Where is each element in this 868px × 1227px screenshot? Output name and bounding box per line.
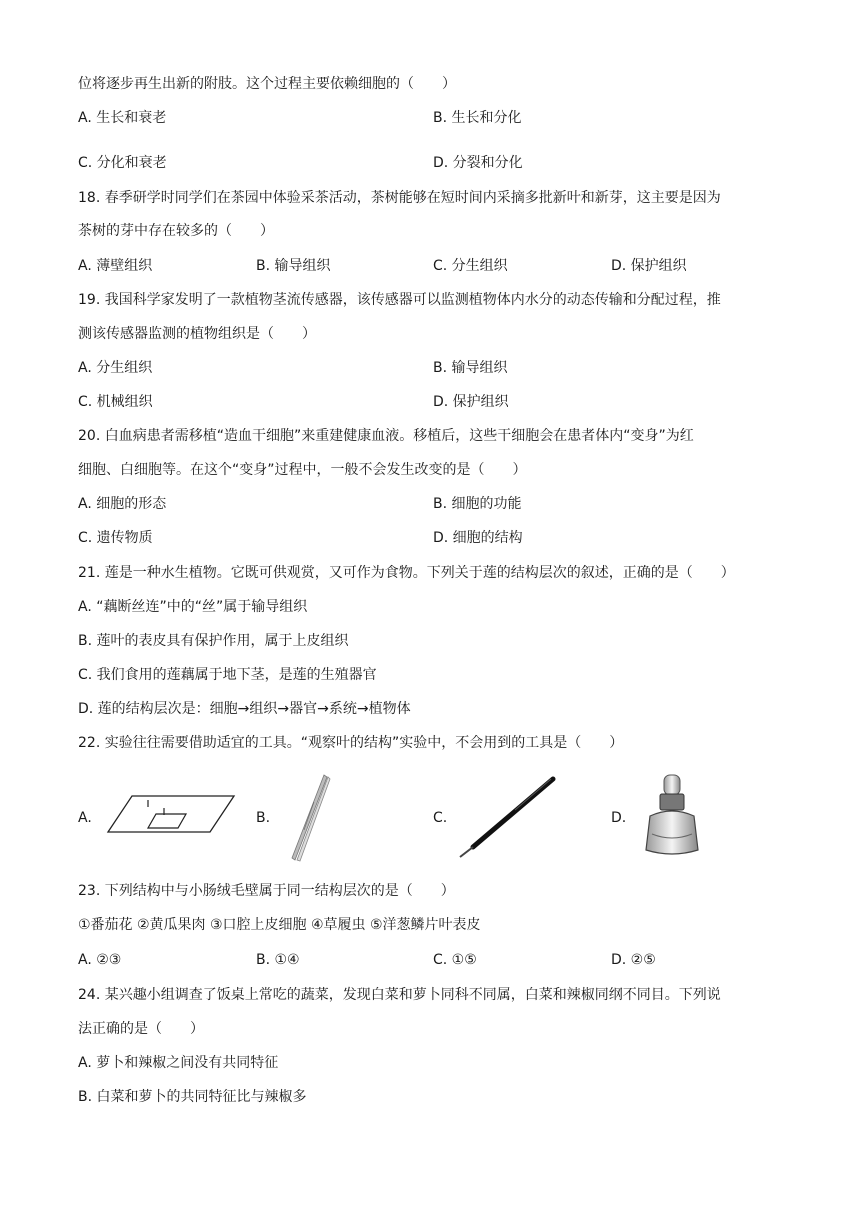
- q19-option-a[interactable]: A. 分生组织: [78, 360, 153, 376]
- q24-stem-line2: 法正确的是（ ）: [78, 1021, 204, 1037]
- q18-option-a[interactable]: A. 薄壁组织: [78, 258, 153, 274]
- q21-option-b[interactable]: B. 莲叶的表皮具有保护作用，属于上皮组织: [78, 633, 349, 649]
- q24-stem-line1: 24. 某兴趣小组调查了饭桌上常吃的蔬菜，发现白菜和萝卜同科不同属，白菜和辣椒同纲不同目。下列说: [78, 987, 721, 1003]
- q22-option-b[interactable]: B.: [256, 810, 271, 826]
- q20-option-d[interactable]: D. 细胞的结构: [433, 530, 523, 546]
- q19-stem-line2: 测该传感器监测的植物组织是（ ）: [78, 326, 316, 342]
- q19-option-b[interactable]: B. 输导组织: [433, 360, 508, 376]
- q23-stem: 23. 下列结构中与小肠绒毛壁属于同一结构层次的是（ ）: [78, 883, 455, 899]
- q23-option-a[interactable]: A. ②③: [78, 952, 122, 968]
- dropper-figure: [455, 775, 560, 861]
- q22-option-d[interactable]: D.: [611, 810, 627, 826]
- q18-option-b[interactable]: B. 输导组织: [256, 258, 331, 274]
- q21-stem: 21. 莲是一种水生植物。它既可供观赏，又可作为食物。下列关于莲的结构层次的叙述，正确的是（ ）: [78, 565, 735, 581]
- q18-stem-line1: 18. 春季研学时同学们在茶园中体验采茶活动，茶树能够在短时间内采摘多批新叶和新芽，这主要是因为: [78, 190, 721, 206]
- tweezers-figure: [284, 772, 334, 864]
- q17-stem-tail: 位将逐步再生出新的附肢。这个过程主要依赖细胞的（ ）: [78, 76, 456, 92]
- alcohol-lamp-figure: [636, 772, 708, 858]
- q24-option-b[interactable]: B. 白菜和萝卜的共同特征比与辣椒多: [78, 1089, 307, 1105]
- q19-stem-line1: 19. 我国科学家发明了一款植物茎流传感器，该传感器可以监测植物体内水分的动态传输和分配过程，推: [78, 292, 721, 308]
- q18-option-c[interactable]: C. 分生组织: [433, 258, 508, 274]
- q17-option-d[interactable]: D. 分裂和分化: [433, 155, 523, 171]
- q18-stem-line2: 茶树的芽中存在较多的（ ）: [78, 223, 274, 239]
- q22-option-c[interactable]: C.: [433, 810, 448, 826]
- q21-option-a[interactable]: A. “藕断丝连”中的“丝”属于输导组织: [78, 599, 308, 615]
- q17-option-c[interactable]: C. 分化和衰老: [78, 155, 167, 171]
- q22-stem: 22. 实验往往需要借助适宜的工具。“观察叶的结构”实验中，不会用到的工具是（ ）: [78, 735, 624, 751]
- q20-option-c[interactable]: C. 遗传物质: [78, 530, 153, 546]
- q17-option-b[interactable]: B. 生长和分化: [433, 110, 522, 126]
- q19-option-d[interactable]: D. 保护组织: [433, 394, 509, 410]
- q17-option-a[interactable]: A. 生长和衰老: [78, 110, 167, 126]
- q24-option-a[interactable]: A. 萝卜和辣椒之间没有共同特征: [78, 1055, 279, 1071]
- q19-option-c[interactable]: C. 机械组织: [78, 394, 153, 410]
- q22-option-a[interactable]: A.: [78, 810, 92, 826]
- q18-option-d[interactable]: D. 保护组织: [611, 258, 687, 274]
- q20-option-a[interactable]: A. 细胞的形态: [78, 496, 167, 512]
- q23-items: ①番茄花 ②黄瓜果肉 ③口腔上皮细胞 ④草履虫 ⑤洋葱鳞片叶表皮: [78, 917, 481, 933]
- q20-option-b[interactable]: B. 细胞的功能: [433, 496, 522, 512]
- q21-option-d[interactable]: D. 莲的结构层次是：细胞→组织→器官→系统→植物体: [78, 701, 411, 717]
- q23-option-b[interactable]: B. ①④: [256, 952, 300, 968]
- q20-stem-line2: 细胞、白细胞等。在这个“变身”过程中，一般不会发生改变的是（ ）: [78, 462, 527, 478]
- q21-option-c[interactable]: C. 我们食用的莲藕属于地下茎，是莲的生殖器官: [78, 667, 377, 683]
- q23-option-d[interactable]: D. ②⑤: [611, 952, 656, 968]
- q20-stem-line1: 20. 白血病患者需移植“造血干细胞”来重建健康血液。移植后，这些干细胞会在患者体内“变身”为红: [78, 428, 694, 444]
- q23-option-c[interactable]: C. ①⑤: [433, 952, 477, 968]
- slide-and-coverslip-figure: [104, 790, 240, 840]
